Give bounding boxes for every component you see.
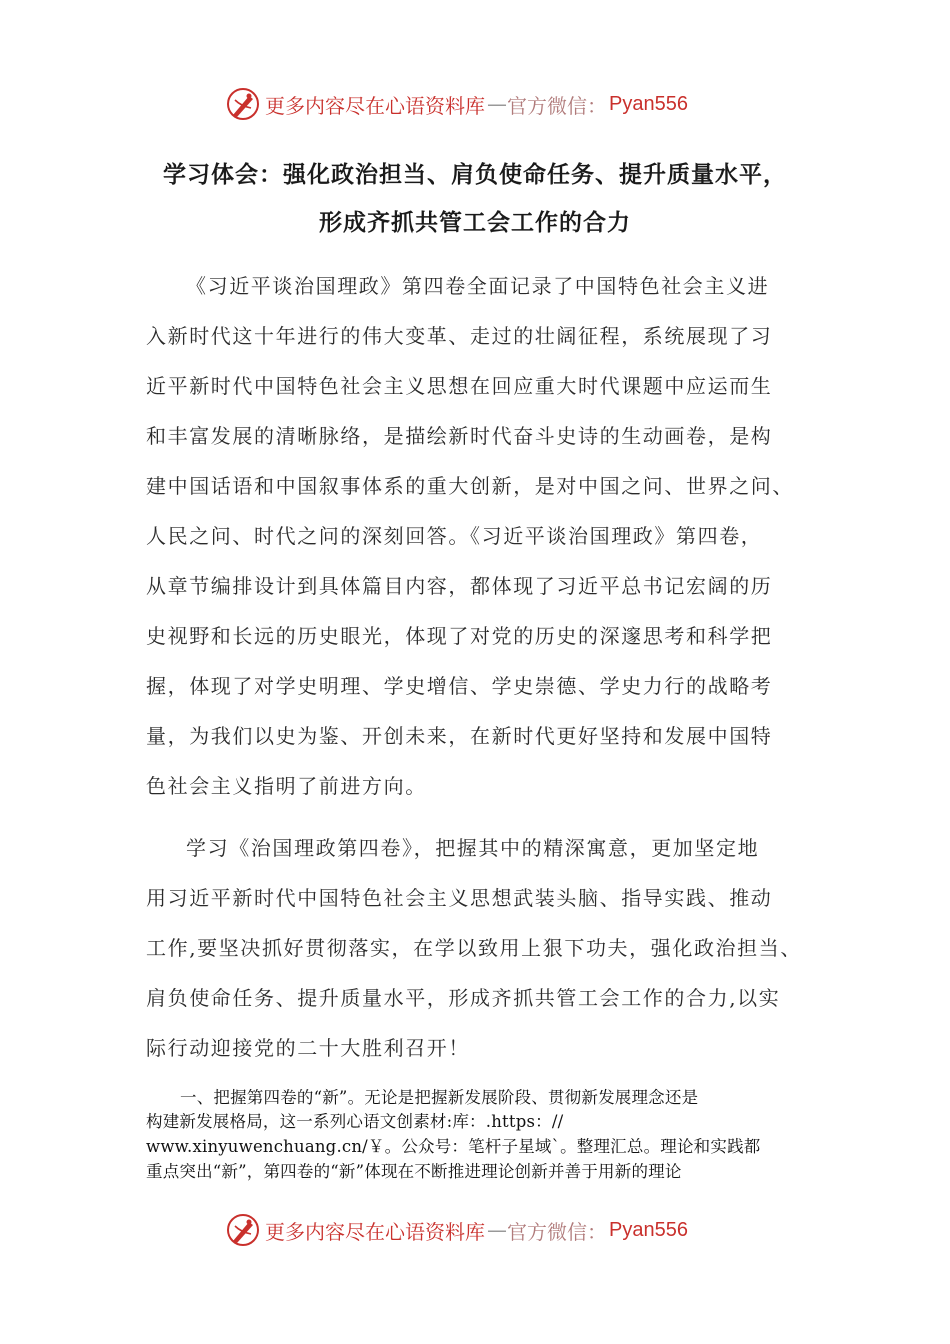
paragraph-1-line: 《习近平谈治国理政》第四卷全面记录了中国特色社会主义进 <box>186 274 770 298</box>
banner-wechat-id: Pyan556 <box>609 92 688 115</box>
banner-main-text: 更多内容尽在心语资料库 <box>265 1219 485 1244</box>
banner-wechat-label: 官方微信： <box>507 93 607 118</box>
paragraph-1-line: 握，体现了对学史明理、学史增信、学史崇德、学史力行的战略考 <box>146 674 773 698</box>
footer-banner <box>0 1208 950 1252</box>
paragraph-1-line: 色社会主义指明了前进方向。 <box>146 774 427 798</box>
paragraph-2-line: 际行动迎接党的二十大胜利召开！ <box>146 1036 470 1060</box>
paragraph-3-line: 一、把握第四卷的“新”。无论是把握新发展阶段、贯彻新发展理念还是 <box>180 1088 699 1107</box>
page-title-line-1: 学习体会：强化政治担当、肩负使命任务、提升质量水平， <box>163 162 787 188</box>
banner-wechat-id: Pyan556 <box>609 1218 688 1241</box>
banner-separator: — <box>487 92 507 116</box>
paragraph-1-line: 从章节编排设计到具体篇目内容，都体现了习近平总书记宏阔的历 <box>146 574 773 598</box>
paragraph-2-line: 工作,要坚决抓好贯彻落实，在学以致用上狠下功夫，强化政治担当、 <box>146 936 802 960</box>
banner-separator: — <box>487 1218 507 1242</box>
pen-logo-icon <box>225 86 261 122</box>
banner-main-text: 更多内容尽在心语资料库 <box>265 93 485 118</box>
paragraph-1-line: 史视野和长远的历史眼光，体现了对党的历史的深邃思考和科学把 <box>146 624 773 648</box>
paragraph-3-line: www.xinyuwenchuang.cn/￥。公众号：笔杆子星域`。整理汇总。理论和实践都 <box>146 1137 761 1156</box>
paragraph-3-line: 重点突出“新”，第四卷的“新”体现在不断推进理论创新并善于用新的理论 <box>146 1162 682 1181</box>
header-banner <box>0 82 950 126</box>
paragraph-1-line: 建中国话语和中国叙事体系的重大创新，是对中国之问、世界之问、 <box>146 474 794 498</box>
paragraph-2-line: 用习近平新时代中国特色社会主义思想武装头脑、指导实践、推动 <box>146 886 773 910</box>
page-title-line-2: 形成齐抓共管工会工作的合力 <box>319 210 631 236</box>
paragraph-1-line: 量，为我们以史为鉴、开创未来，在新时代更好坚持和发展中国特 <box>146 724 773 748</box>
paragraph-1-line: 入新时代这十年进行的伟大变革、走过的壮阔征程，系统展现了习 <box>146 324 773 348</box>
pen-logo-icon <box>225 1212 261 1248</box>
paragraph-2-line: 肩负使命任务、提升质量水平，形成齐抓共管工会工作的合力,以实 <box>146 986 781 1010</box>
paragraph-1-line: 和丰富发展的清晰脉络，是描绘新时代奋斗史诗的生动画卷，是构 <box>146 424 773 448</box>
paragraph-2-line: 学习《治国理政第四卷》，把握其中的精深寓意，更加坚定地 <box>186 836 760 860</box>
paragraph-1-line: 近平新时代中国特色社会主义思想在回应重大时代课题中应运而生 <box>146 374 773 398</box>
paragraph-3-line: 构建新发展格局，这一系列心语文创素材:库：.https：// <box>146 1112 564 1131</box>
paragraph-1-line: 人民之问、时代之问的深刻回答。《习近平谈治国理政》第四卷， <box>146 524 763 548</box>
banner-wechat-label: 官方微信： <box>507 1219 607 1244</box>
